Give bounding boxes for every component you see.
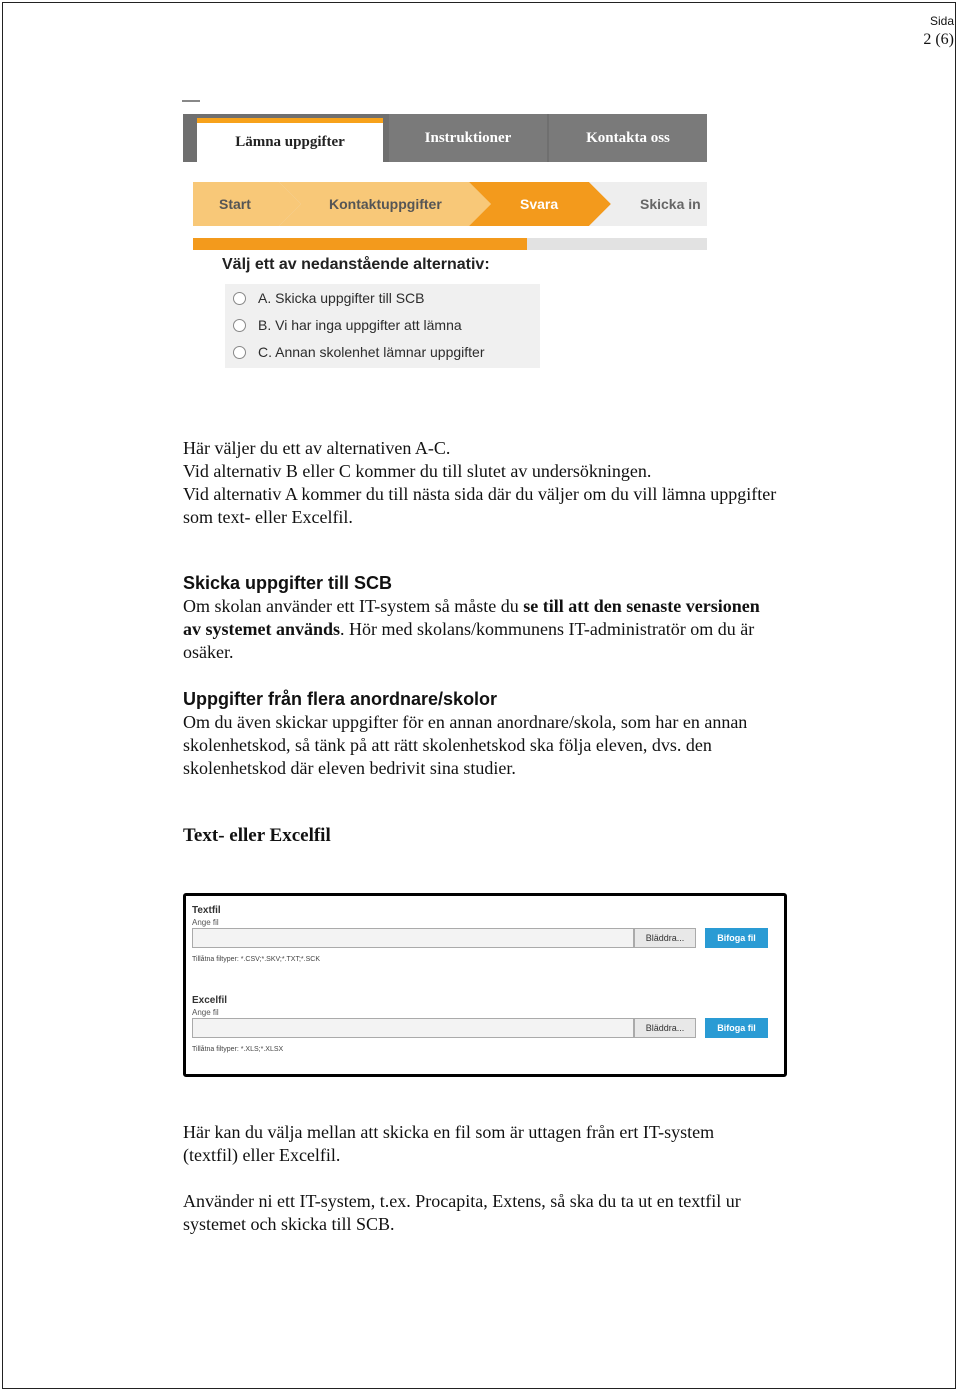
textfile-types: Tillåtna filtyper: *.CSV;*.SKV;*.TXT;*.SCK: [192, 956, 320, 963]
upload-screenshot: [183, 893, 787, 1077]
choice-title: Välj ett av nedanstående alternativ:: [222, 256, 490, 273]
step-svara: Svara: [520, 196, 559, 212]
section-fil: [183, 824, 803, 847]
textfile-section: [192, 905, 776, 963]
page-number: 2 (6): [923, 31, 954, 48]
outro-1: [183, 1121, 743, 1167]
survey-screenshot: [180, 98, 710, 373]
excelfile-sub: Ange fil: [192, 1008, 219, 1017]
choice-b-label: B. Vi har inga uppgifter att lämna: [258, 317, 462, 333]
tab-bar: [183, 114, 707, 162]
progress-fill: [193, 238, 527, 250]
excelfile-input[interactable]: [192, 1018, 634, 1038]
section-skicka-body: [183, 595, 763, 664]
textfile-sub: Ange fil: [192, 918, 219, 927]
outro-line-2: Använder ni ett IT-system, t.ex. Procapita, Extens, så ska du ta ut en textfil ur systemet och skicka till SCB.: [183, 1191, 741, 1234]
step-kontaktuppgifter: Kontaktuppgifter: [329, 196, 442, 212]
section-fil-heading: Text- eller Excelfil: [183, 825, 331, 846]
intro-line-1: Här väljer du ett av alternativen A-C.: [183, 438, 451, 458]
outro-2: [183, 1190, 753, 1236]
page-label: Sida: [929, 14, 954, 28]
choice-c-label: C. Annan skolenhet lämnar uppgifter: [258, 344, 485, 360]
divider: [182, 100, 200, 102]
step-start: Start: [219, 196, 251, 212]
page-header: [923, 14, 954, 49]
progress-bar: [193, 238, 707, 250]
choice-group: [225, 284, 540, 368]
excelfile-row: [192, 1018, 776, 1040]
intro-line-2: Vid alternativ B eller C kommer du till slutet av undersökningen.: [183, 461, 652, 481]
step-indicator: [193, 182, 707, 226]
section-skicka-text-bold: se till att den senaste versionen av systemet används: [183, 596, 760, 639]
textfile-row: [192, 928, 776, 950]
choice-a-label: A. Skicka uppgifter till SCB: [258, 290, 425, 306]
radio-icon[interactable]: [233, 346, 246, 359]
section-skicka-text-a: Om skolan använder ett IT-system så måste du: [183, 596, 524, 616]
intro-text: [183, 437, 803, 529]
outro-line-1: Här kan du välja mellan att skicka en fil som är uttagen från ert IT-system (textfil) eller Excelfil.: [183, 1122, 715, 1165]
intro-line-3: Vid alternativ A kommer du till nästa sida där du väljer om du vill lämna uppgifter som text- eller Excelfil.: [183, 484, 777, 527]
textfile-input[interactable]: [192, 928, 634, 948]
excelfile-section: [192, 995, 776, 1053]
tab-lamna-uppgifter[interactable]: Lämna uppgifter: [197, 118, 383, 162]
section-skicka-heading: Skicka uppgifter till SCB: [183, 573, 393, 593]
choice-a[interactable]: [233, 288, 425, 308]
excelfile-attach-button[interactable]: Bifoga fil: [705, 1018, 768, 1038]
radio-icon[interactable]: [233, 319, 246, 332]
choice-b[interactable]: [233, 315, 462, 335]
tab-instruktioner[interactable]: Instruktioner: [389, 114, 547, 162]
textfile-title: Textfil: [192, 905, 221, 916]
section-flera-heading: Uppgifter från flera anordnare/skolor: [183, 689, 498, 709]
excelfile-title: Excelfil: [192, 995, 228, 1006]
tab-kontakta-oss[interactable]: Kontakta oss: [549, 114, 707, 162]
step-skicka-in: Skicka in: [640, 196, 701, 212]
step-arrows: [193, 182, 707, 226]
textfile-browse-button[interactable]: Bläddra...: [634, 928, 696, 948]
section-skicka-text-b: . Hör med skolans/kommunens IT-administratör om du är osäker.: [183, 619, 755, 662]
radio-icon[interactable]: [233, 292, 246, 305]
choice-c[interactable]: [233, 342, 484, 362]
section-skicka: [183, 572, 763, 664]
section-flera: [183, 688, 773, 780]
excelfile-types: Tillåtna filtyper: *.XLS;*.XLSX: [192, 1046, 284, 1053]
excelfile-browse-button[interactable]: Bläddra...: [634, 1018, 696, 1038]
section-flera-body: Om du även skickar uppgifter för en annan anordnare/skola, som har en annan skolenhetskod, så tänk på att rätt skolenhetskod ska följa eleven, dvs. den skolenhetskod där eleven bedrivit sina studier.: [183, 712, 748, 778]
textfile-attach-button[interactable]: Bifoga fil: [705, 928, 768, 948]
